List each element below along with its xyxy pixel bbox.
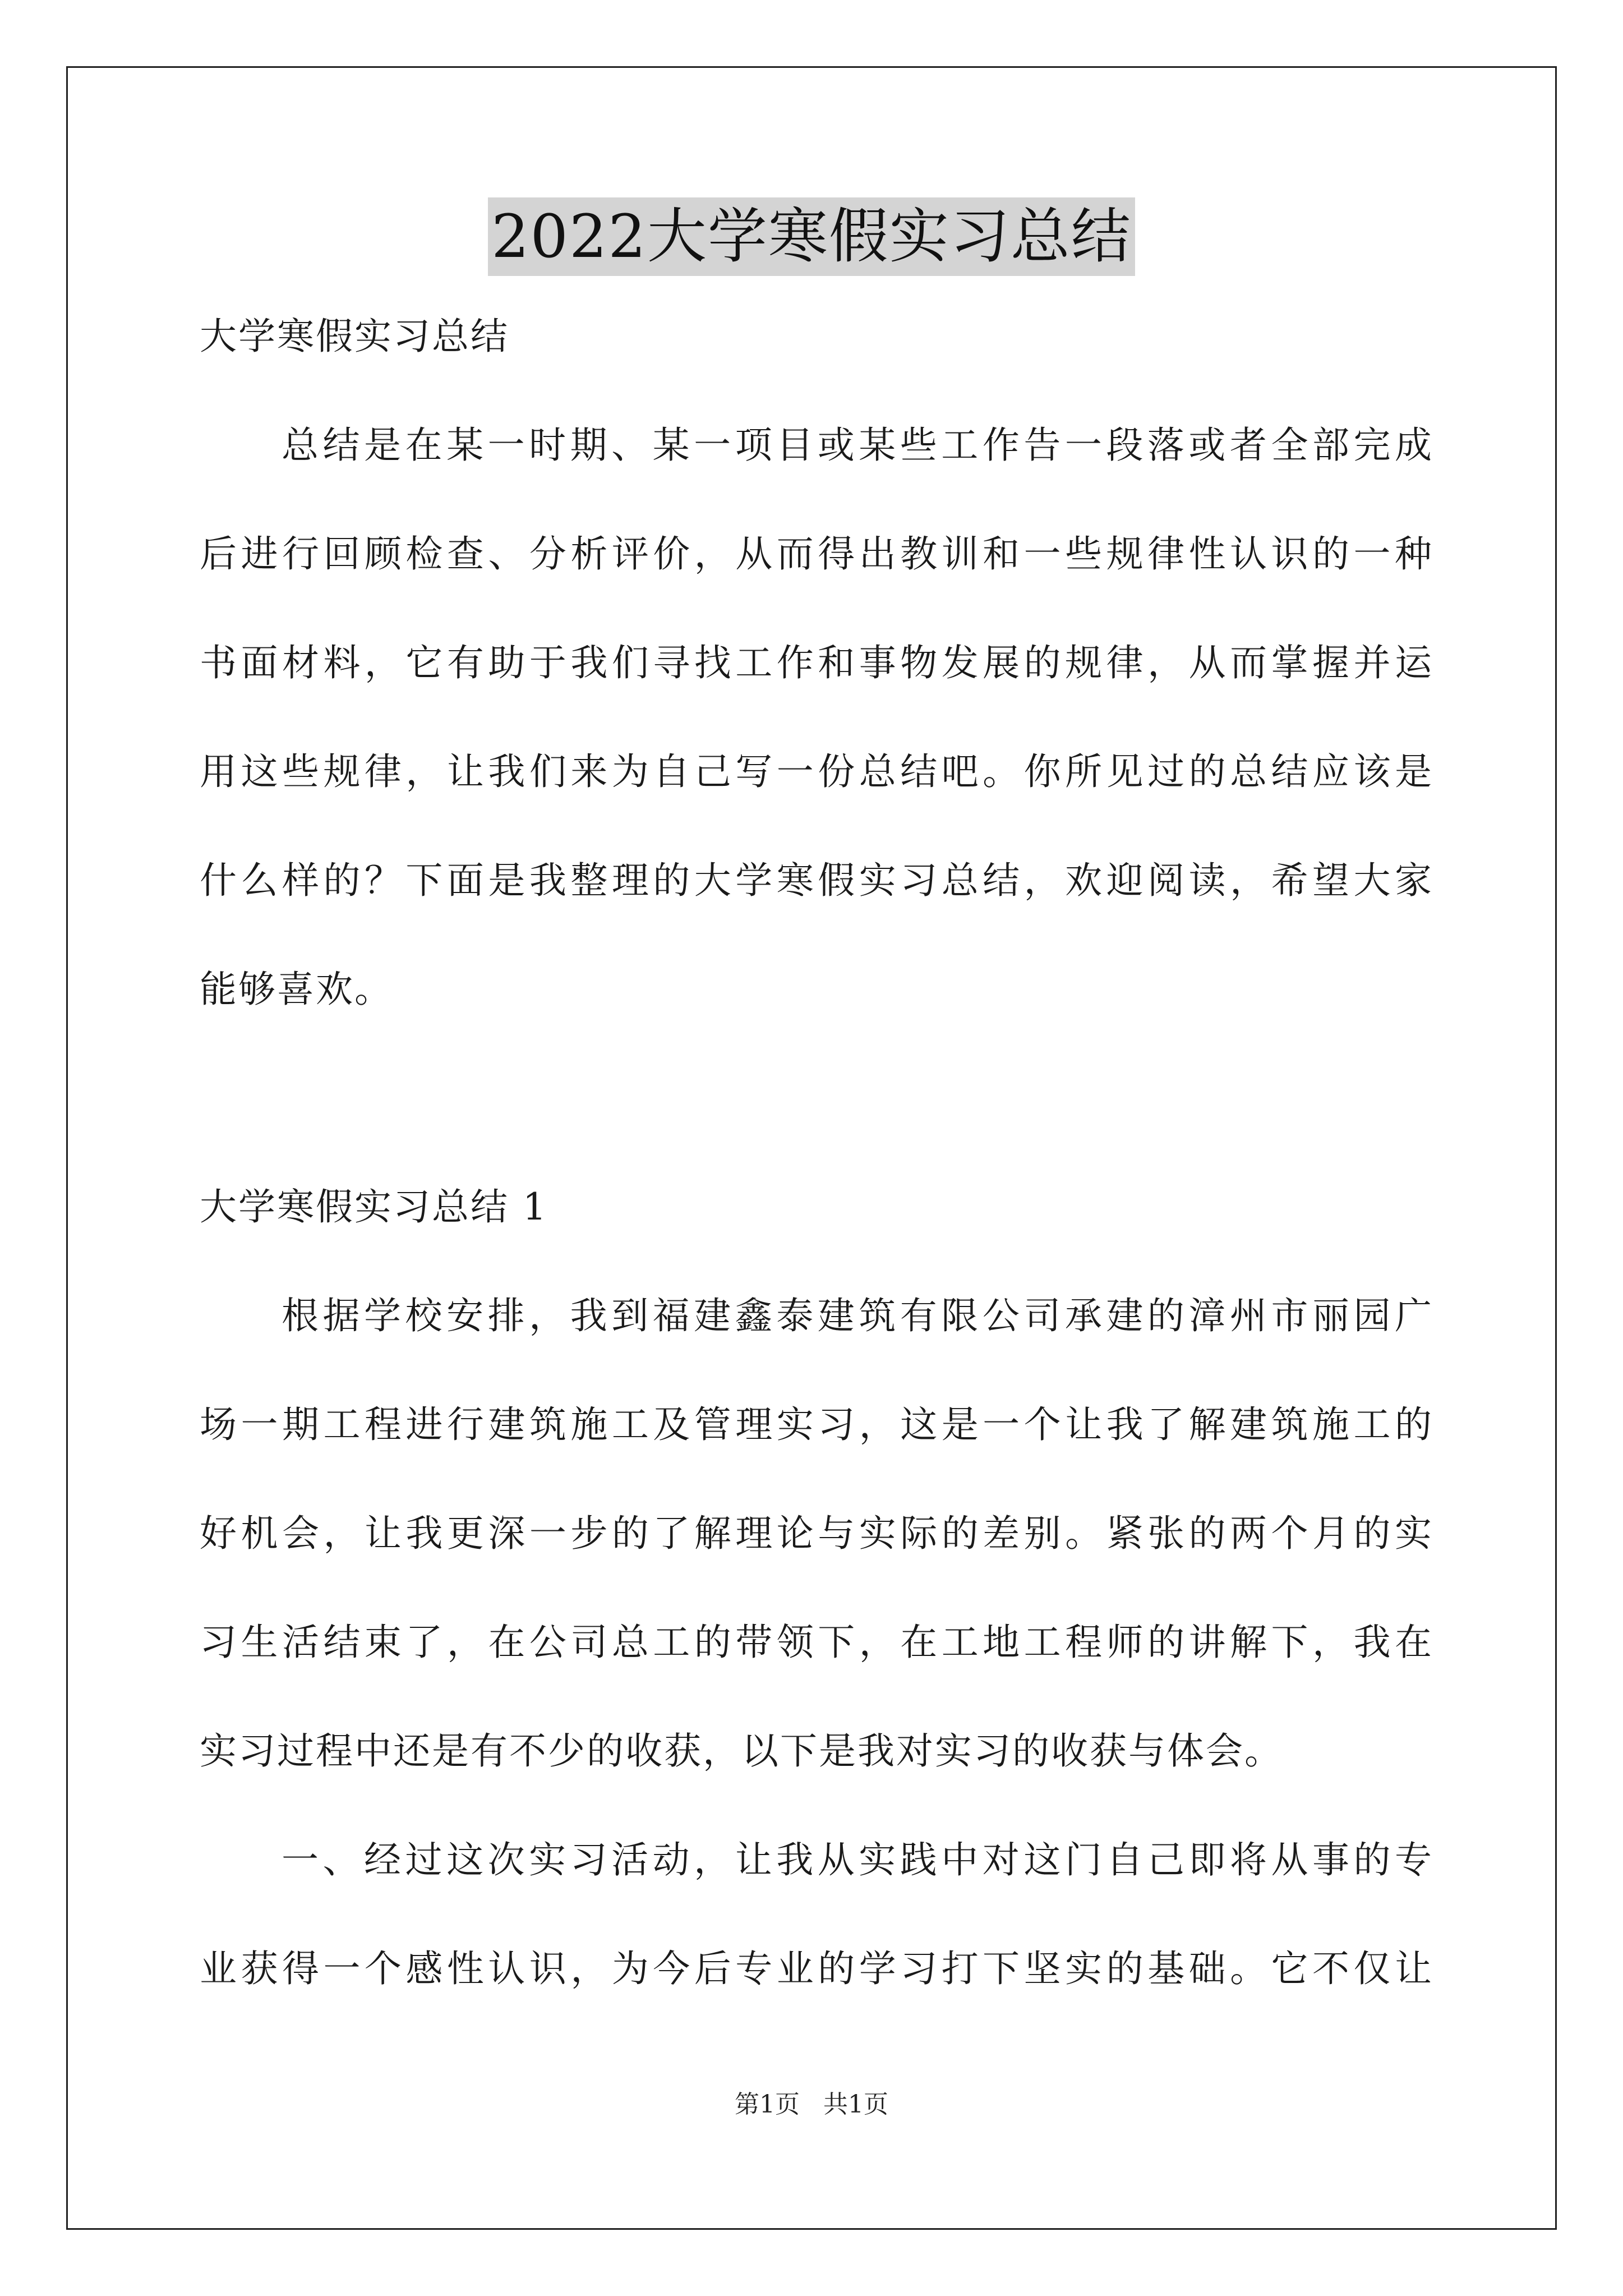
paragraph-line: 根据学校安排，我到福建鑫泰建筑有限公司承建的漳州市丽园广 xyxy=(282,1294,1433,1337)
paragraph-line: 场一期工程进行建筑施工及管理实习，这是一个让我了解建筑施工的 xyxy=(200,1403,1433,1446)
document-title: 2022大学寒假实习总结 xyxy=(488,197,1135,276)
paragraph-line: 业获得一个感性认识，为今后专业的学习打下坚实的基础。它不仅让 xyxy=(200,1947,1433,1990)
paragraph-line: 书面材料，它有助于我们寻找工作和事物发展的规律，从而掌握并运 xyxy=(200,641,1433,684)
paragraph-line: 用这些规律，让我们来为自己写一份总结吧。你所见过的总结应该是 xyxy=(200,750,1433,793)
document-body xyxy=(200,310,1433,2051)
paragraph-line: 习生活结束了，在公司总工的带领下，在工地工程师的讲解下，我在 xyxy=(200,1621,1433,1664)
title-container xyxy=(0,197,1623,276)
footer-spacer xyxy=(800,2090,823,2119)
document-subtitle: 大学寒假实习总结 xyxy=(200,315,509,358)
paragraph-line: 总结是在某一时期、某一项目或某些工作告一段落或者全部完成 xyxy=(282,424,1433,467)
page-footer xyxy=(0,2088,1623,2122)
page-total: 共1页 xyxy=(823,2090,888,2119)
section-heading: 大学寒假实习总结 1 xyxy=(200,1185,548,1228)
paragraph-line: 实习过程中还是有不少的收获，以下是我对实习的收获与体会。 xyxy=(200,1729,1283,1773)
paragraph-line: 好机会，让我更深一步的了解理论与实际的差别。紧张的两个月的实 xyxy=(200,1512,1433,1555)
paragraph-line: 一、经过这次实习活动，让我从实践中对这门自己即将从事的专 xyxy=(282,1838,1433,1881)
paragraph-line: 能够喜欢。 xyxy=(200,968,393,1011)
paragraph-line: 什么样的？下面是我整理的大学寒假实习总结，欢迎阅读，希望大家 xyxy=(200,859,1433,902)
section-spacer xyxy=(200,1071,1433,1180)
paragraph-line: 后进行回顾检查、分析评价，从而得出教训和一些规律性认识的一种 xyxy=(200,532,1433,576)
page-number: 第1页 xyxy=(735,2090,800,2119)
